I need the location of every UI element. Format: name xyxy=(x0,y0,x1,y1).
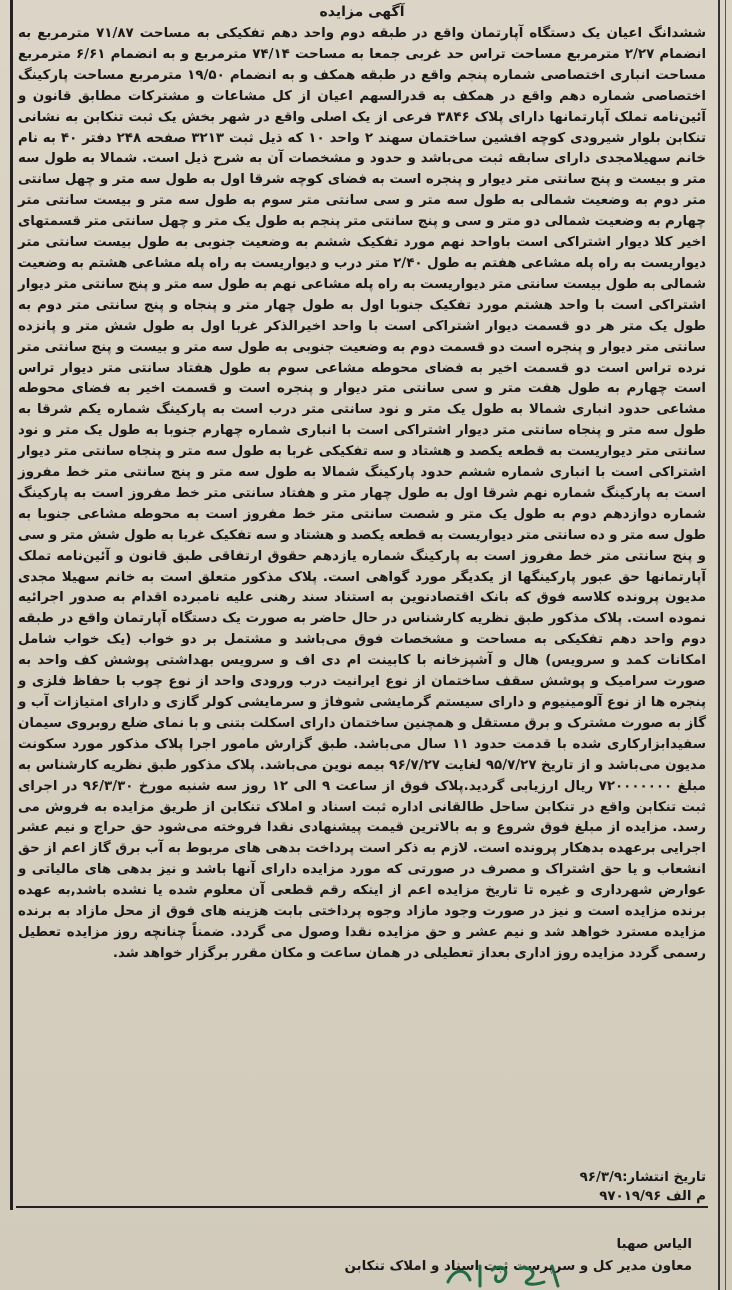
column-rule-right xyxy=(718,0,720,1290)
signer-name: الیاس صهبا xyxy=(616,1237,692,1252)
notice-meta xyxy=(18,1168,706,1206)
handwritten-mark-icon xyxy=(440,1256,570,1290)
signer-title: معاون مدیر کل و سرپرست ثبت اسناد و املاک تنکابن xyxy=(344,1259,692,1274)
column-rule-left xyxy=(10,0,13,1210)
notice-title: آگهی مزایده xyxy=(319,4,405,20)
publish-date: تاریخ انتشار:۹۶/۳/۹ xyxy=(579,1170,706,1185)
notice-body: ششدانگ اعیان یک دستگاه آپارتمان واقع در طبقه دوم واحد دهم تفکیکی به مساحت ۷۱/۸۷ مترمربع به انضمام ۲/۲۷ مترمربع مساحت تراس حد غربی جمعا به مساحت ۷۴/۱۴ مترمربع و به انضمام ۶/۶۱ مترمربع مساحت انباری اختصاصی شماره پنجم واقع در طبقه همکف و به انضمام ۱۹/۵۰ مترمربع مساحت پارکینگ اختصاصی شماره دهم واقع در همکف به قدرالسهم اعیان از کل مشاعات و مشترکات مطابق قانون و آئین‌نامه تملک آپارتمانها دارای پلاک ۳۸۴۶ فرعی از یک اصلی واقع در شهر بخش یک ثبت تنکابن به نشانی تنکابن بلوار شیرودی کوچه افشین ساختمان سهند ۲ واحد ۱۰ که ذیل ثبت ۳۲۱۳ صفحه ۲۴۸ دفتر ۴۰ به نام خانم سهیلامجدی دارای سابقه ثبت می‌باشد و حدود و مشخصات آن به شرح ذیل است. شمالا به طول سه متر و بیست و پنج سانتی متر دیوار و پنجره است به فضای کوچه شرقا اول به طول سه متر و چهل سانتی متر دوم به وضعیت شمالی به طول سه متر و سی سانتی متر سوم به طول سه متر و بیست سانتی متر چهارم به وضعیت شمالی دو متر و سی و پنج سانتی متر پنجم به طول یک متر و چهل سانتی متر قسمتهای اخیر کلا دیوار اشتراکی است باواحد نهم مورد تفکیک ششم به وضعیت جنوبی به طول بیست سانتی متر دیواریست به راه پله مشاعی هفتم به طول ۲/۴۰ متر درب و دیواریست به راه پله مشاعی هشتم به وضعیت شمالی به طول بیست سانتی متر دیواریست به راه پله مشاعی نهم به طول سه متر و پنج سانتی متر دیوار اشتراکی است با واحد هشتم مورد تفکیک جنوبا اول به طول چهار متر و پنجاه و پنج سانتی متر دوم به طول یک متر هر دو قسمت دیوار اشتراکی است با واحد اخیرالذکر غربا اول به طول شش متر و پانزده سانتی متر دیوار و پنجره است دو قسمت دوم به وضعیت جنوبی به طول سه متر و بیست و پنج سانتی متر نرده تراس است دو قسمت اخیر به فضای محوطه مشاعی سوم به طول هفتاد سانتی متر دیوار تراس است چهارم به طول هفت متر و سی سانتی متر دیوار و پنجره است و قسمت اخیر به فضای محوطه مشاعی حدود انباری شمالا به طول یک متر و نود سانتی متر درب است به پارکینگ شماره یکم شرقا به طول سه متر و پنجاه سانتی متر دیوار اشتراکی است با انباری شماره چهارم جنوبا به طول یک متر و نود سانتی متر دیواریست به قطعه یکصد و هشتاد و سه تفکیکی غربا به طول سه متر و پنجاه سانتی متر دیوار اشتراکی است با انباری شماره ششم حدود پارکینگ شمالا به طول سه متر و پنج سانتی متر خط مفروز است به پارکینگ شماره نهم شرقا اول به طول چهار متر و هفتاد سانتی متر خط مفروز است به پارکینگ شماره دوازدهم دوم به طول یک متر و شصت سانتی متر خط مفروز است به محوطه مشاعی جنوبا به طول سه متر و ده سانتی متر دیواریست به قطعه یکصد و هشتاد و سه تفکیک غربا به طول شش متر و سی و پنج سانتی متر خط مفروز است به پارکینگ شماره یازدهم حقوق ارتفاقی طبق قانون و آئین‌نامه تملک آپارتمانها حق عبور پارکینگها از یکدیگر مورد گواهی است. پلاک مذکور متعلق است به خانم سهیلا مجدی مدیون پرونده کلاسه فوق که بانک اقتصادنوین به استناد سند رهنی علیه نامبرده اقدام به صدور اجرائیه نموده است. پلاک مذکور طبق نظریه کارشناس در حال حاضر به صورت یک دستگاه آپارتمان واقع در طبقه دوم واحد دهم تفکیکی به مساحت و مشخصات فوق می‌باشد و مشتمل بر دو خواب (یک خواب شامل امکانات کمد و سرویس) هال و آشپزخانه با کابینت ام دی اف و سرویس بهداشتی پوشش کف واحد به صورت سرامیک و پوشش سقف ساختمان از نوع ایرانیت درب ورودی واحد از نوع چوب با حفاظ فلزی و پنجره ها از نوع آلومینیوم و دارای سیستم گرمایشی شوفاژ و سرمایشی کولر گازی و دارای امتیازات آب و گاز به صورت مشترک و برق مستقل و همچنین ساختمان دارای اسکلت بتنی و با نمای ضلع روبروی سیمان سفیدابزارکاری شده با قدمت حدود ۱۱ سال می‌باشد. طبق گزارش مامور اجرا پلاک مذکور مورد سکونت مدیون می‌باشد و از تاریخ ۹۵/۷/۲۷ لغایت ۹۶/۷/۲۷ بیمه نوین می‌باشد. پلاک مذکور طبق نظریه کارشناس به مبلغ ۷۲۰۰۰۰۰۰۰ ریال ارزیابی گردید.پلاک فوق از ساعت ۹ الی ۱۲ روز سه شنبه مورخ ۹۶/۳/۳۰ در اجرای ثبت تنکابن واقع در تنکابن ساحل طالقانی اداره ثبت اسناد و املاک تنکابن از طریق مزایده به فروش می رسد. مزایده از مبلغ فوق شروع و به بالاترین قیمت پیشنهادی نقدا فروخته می‌شود حق حراج و نیم عشر اجرایی برعهده بدهکار پرونده است. لازم به ذکر است پرداخت بدهی های مربوط به آب برق گاز اعم از حق انشعاب و یا حق اشتراک و مصرف در صورتی که مورد مزایده دارای آنها باشد و نیز بدهی های مالیاتی و عوارض شهرداری و غیره تا تاریخ مزایده اعم از اینکه رقم قطعی آن معلوم شده یا نشده باشد,به عهده برنده مزایده است و نیز در صورت وجود مازاد وجوه پرداختی بابت هزینه های فوق از محل مازاد به برنده مزایده مسترد خواهد شد و نیم عشر و حق مزایده نقدا وصول می گردد. ضمناً چنانچه روز مزایده تعطیل رسمی گردد مزایده روز اداری بعداز تعطیلی در همان ساعت و مکان مقرر برگزار خواهد شد. xyxy=(18,26,707,961)
column-rule-right-thin xyxy=(725,0,726,1290)
reference-code: م الف ۹۷۰۱۹/۹۶ xyxy=(599,1189,706,1204)
